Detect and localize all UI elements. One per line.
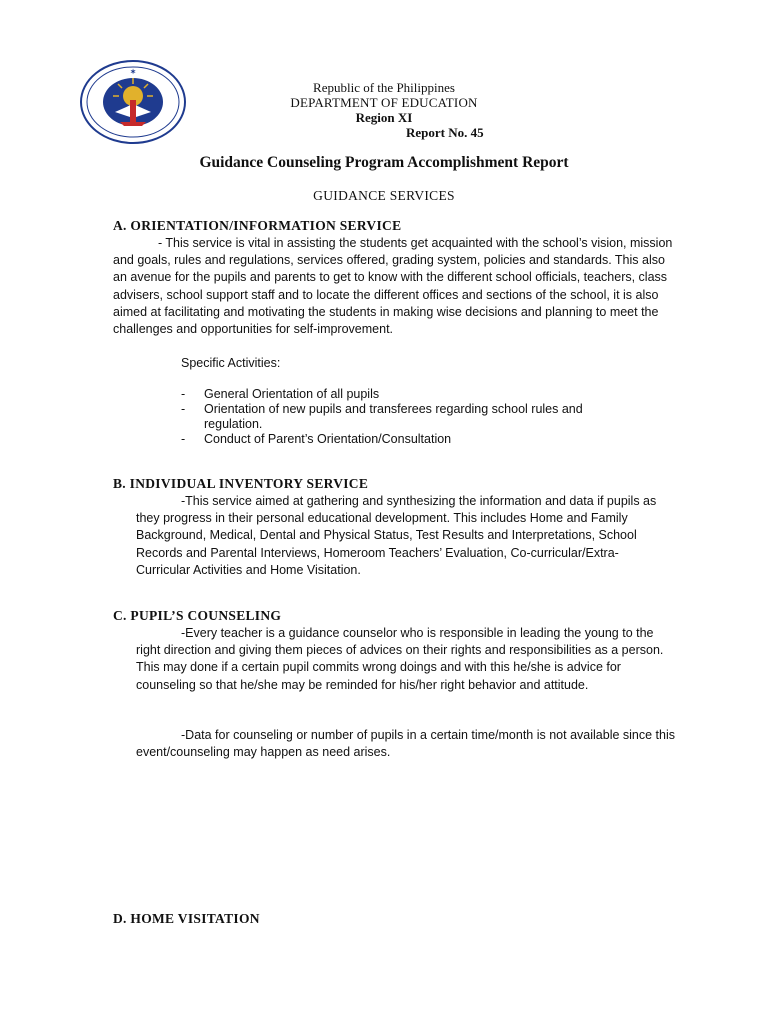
- section-b-heading: B. INDIVIDUAL INVENTORY SERVICE: [113, 476, 369, 491]
- section-a-activities-list: [181, 387, 621, 447]
- header-department: DEPARTMENT OF EDUCATION: [290, 95, 478, 110]
- list-item: - Conduct of Parent’s Orientation/Consultation: [181, 432, 621, 447]
- page-title: Guidance Counseling Program Accomplishment Report: [199, 154, 569, 171]
- section-b-body: -This service aimed at gathering and synthesizing the information and data if pupils as they progress in their personal educational development. This includes Home and Family Background, Medical, Dental and Physical Status, Test Results and Interpretations, School Records and Parental Interviews, Homeroom Teachers’ Evaluation, Co-curricular/Extra- Curricular Activities and Home Visitation.: [136, 494, 657, 577]
- header-region: Region XI: [355, 110, 413, 125]
- section-a-heading: A. ORIENTATION/INFORMATION SERVICE: [113, 218, 402, 233]
- section-a-activities-label: Specific Activities:: [181, 356, 281, 370]
- section-c-heading: C. PUPIL’S COUNSELING: [113, 608, 282, 623]
- page-subtitle: GUIDANCE SERVICES: [313, 188, 455, 203]
- svg-text:✶: ✶: [130, 69, 136, 76]
- header-report-number: Report No. 45: [406, 125, 484, 140]
- section-d-heading: D. HOME VISITATION: [113, 911, 260, 926]
- list-item: - Orientation of new pupils and transferees regarding school rules and regulation.: [181, 402, 621, 432]
- section-a-body: - This service is vital in assisting the students get acquainted with the school’s vision, mission and goals, rules and regulations, services offered, grading system, policies and standards. This also an avenue for the pupils and parents to get to know with the different school officials, teachers, class advisers, school support staff and to locate the different offices and sections of the school, it is also aimed at facilitating and motivating the students in making wise decisions and planning to meet the challenges and opportunities for self-improvement.: [113, 236, 673, 337]
- header-republic: Republic of the Philippines: [313, 80, 455, 95]
- section-c-body-1: -Every teacher is a guidance counselor who is responsible in leading the young to the right direction and giving them pieces of advices on their rights and responsibilities as a person. This may done if a certain pupil commits wrong doings and with this he/she is advice for counseling so that he/she may be reminded for his/her right behavior and attitude.: [136, 626, 664, 692]
- section-c-body-2: -Data for counseling or number of pupils in a certain time/month is not available since this event/counseling may happen as need arises.: [136, 728, 676, 760]
- list-item: - General Orientation of all pupils: [181, 387, 621, 402]
